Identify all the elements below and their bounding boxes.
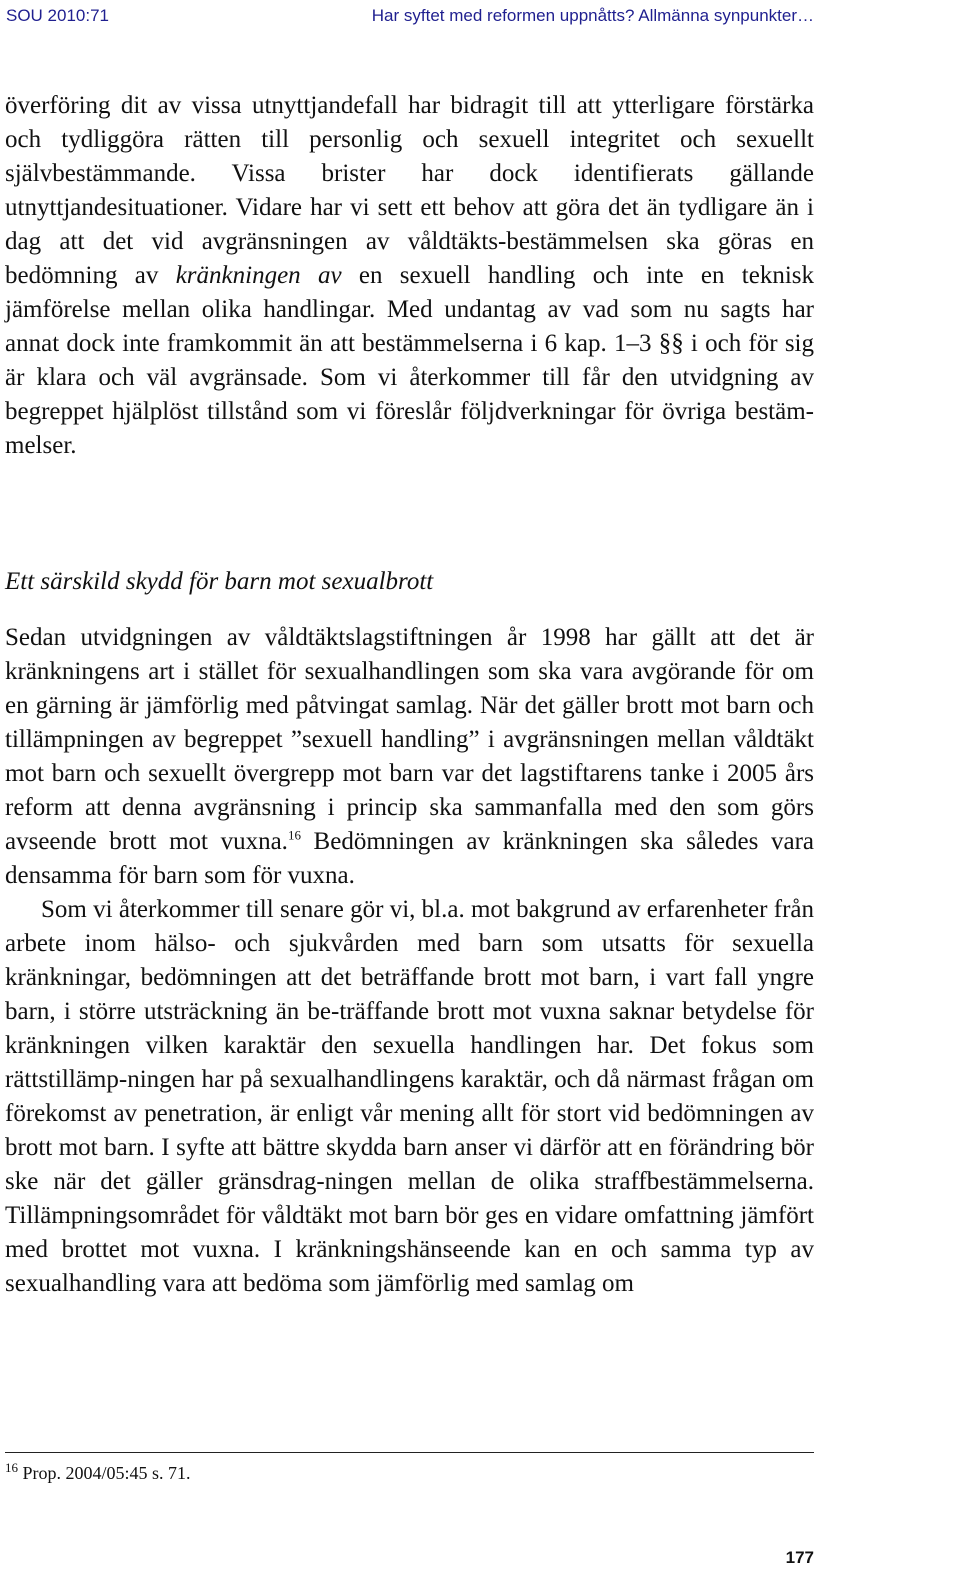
footnote (5, 1461, 814, 1485)
text-run: Sedan utvidgningen av våldtäktslagstiftningen år 1998 har gällt att det är kränkningens art i stället för sexualhandlingen som ska vara avgörande för om en gärning är jämförlig med påtvingat samlag. När det gäller brott mot barn och tillämpningen av begreppet ”sexuell handling” i avgränsningen mellan våldtäkt mot barn och sexuellt övergrepp mot barn var det lagstiftarens tanke i 2005 års reform att denna avgränsning i princip ska sammanfalla med den som görs avseende brott mot vuxna. (5, 624, 814, 855)
paragraph: Som vi återkommer till senare gör vi, bl.a. mot bakgrund av erfarenheter från arbete inom hälso- och sjukvården med barn som utsatts för sexuella kränkningar, bedömningen att det beträffande brott mot barn, i vart fall yngre barn, i större utsträckning än be-träffande brott mot vuxna saknar betydelse för kränkningen vilken karaktär den sexuella handlingen har. Det fokus som rättstillämp-ningen har på sexualhandlingens karaktär, och då närmast frågan om förekomst av penetration, är enligt vår mening allt för stort vid bedömningen av brott mot barn. I syfte att bättre skydda barn anser vi därför att en förändring bör ske när det gäller gränsdrag-ningen mellan de olika straffbestämmelserna. Tillämpningsområdet för våldtäkt mot barn bör ges en vidare omfattning jämfört med brottet mot vuxna. I kränkningshänseende kan en och samma typ av sexualhandling vara att bedöma som jämförlig med samlag om (5, 896, 814, 1297)
footnote-divider (5, 1452, 814, 1453)
footnote-text: Prop. 2004/05:45 s. 71. (18, 1463, 191, 1483)
section-heading-block (5, 565, 814, 599)
footnote-reference[interactable]: 16 (287, 827, 301, 843)
section-heading: Ett särskild skydd för barn mot sexualbrott (5, 568, 434, 595)
section-title: Har syftet med reformen uppnåtts? Allmänna synpunkter… (371, 6, 814, 25)
text-run: överföring dit av vissa utnyttjandefall har bidragit till att ytterligare förstärka och tydliggöra rätten till personlig och sexuell integritet och sexuellt självbestämmande. Vissa brister har dock identifierats gällande utnyttjandesituationer. Vidare har vi sett ett behov att göra det än tydligare än i dag att det vid avgränsningen av våldtäkts-bestämmelsen ska göras en bedömning av (5, 92, 814, 289)
text-run: Bedömningen av kränkningen ska således vara densamma för barn som för vuxna. (5, 828, 814, 889)
body-text-top (5, 89, 814, 463)
italic-term: kränkningen av (175, 262, 342, 289)
running-header (6, 6, 814, 26)
page-number: 177 (785, 1548, 814, 1567)
report-id: SOU 2010:71 (6, 6, 110, 25)
text-run: en sexuell handling och inte en teknisk jämförelse mellan olika handlingar. Med undantag av vad som nu sagts har annat dock inte framkommit än att bestämmelserna i 6 kap. 1–3 §§ i och för sig är klara och väl avgränsade. Som vi återkommer till får den utvidgning av begreppet hjälplöst tillstånd som vi föreslår följdverkningar för övriga bestäm-melser. (5, 262, 815, 459)
footnote-number: 16 (5, 1460, 18, 1475)
paragraph (5, 621, 814, 893)
paragraph (5, 89, 814, 463)
body-text-bottom (5, 621, 814, 1301)
